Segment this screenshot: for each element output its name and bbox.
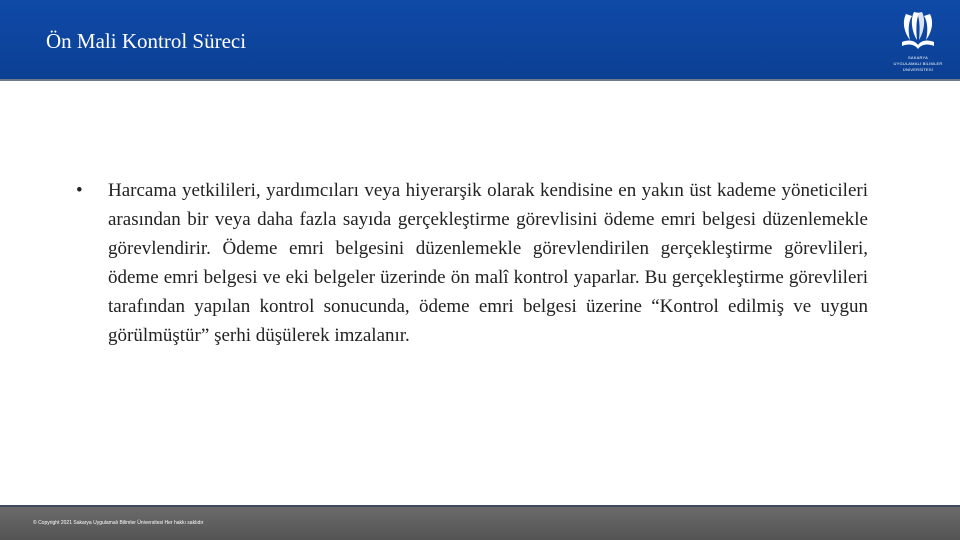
slide-title: Ön Mali Kontrol Süreci bbox=[46, 29, 247, 53]
copyright-text: © Copyright 2021 Sakarya Uygulamalı Bilimler Üniversitesi Her hakkı saklıdır bbox=[33, 520, 204, 526]
university-logo-icon bbox=[900, 10, 936, 52]
logo-text-line1: SAKARYA bbox=[908, 55, 928, 60]
bullet-marker: • bbox=[76, 180, 83, 201]
header-divider bbox=[0, 79, 960, 81]
content-area bbox=[76, 176, 868, 350]
logo-text-line2: UYGULAMALI BİLİMLER bbox=[893, 61, 943, 66]
university-logo bbox=[884, 10, 952, 74]
bullet-paragraph: Harcama yetkilileri, yardımcıları veya hiyerarşik olarak kendisine en yakın üst kademe yöneticileri arasından bir veya daha fazla sayıda gerçekleştirme görevlisini ödeme emri belgesi düzenlemekle görevlendirir. Ödeme emri belgesini düzenlemekle görevlendirilen gerçekleştirme görevlileri, ödeme emri belgesi ve eki belgeler üzerinde ön malî kontrol yaparlar. Bu gerçekleştirme görevlileri tarafından yapılan kontrol sonucunda, ödeme emri belgesi üzerine “Kontrol edilmiş ve uygun görülmüştür” şerhi düşülerek imzalanır. bbox=[108, 180, 868, 346]
logo-text-line3: ÜNİVERSİTESİ bbox=[902, 67, 934, 72]
